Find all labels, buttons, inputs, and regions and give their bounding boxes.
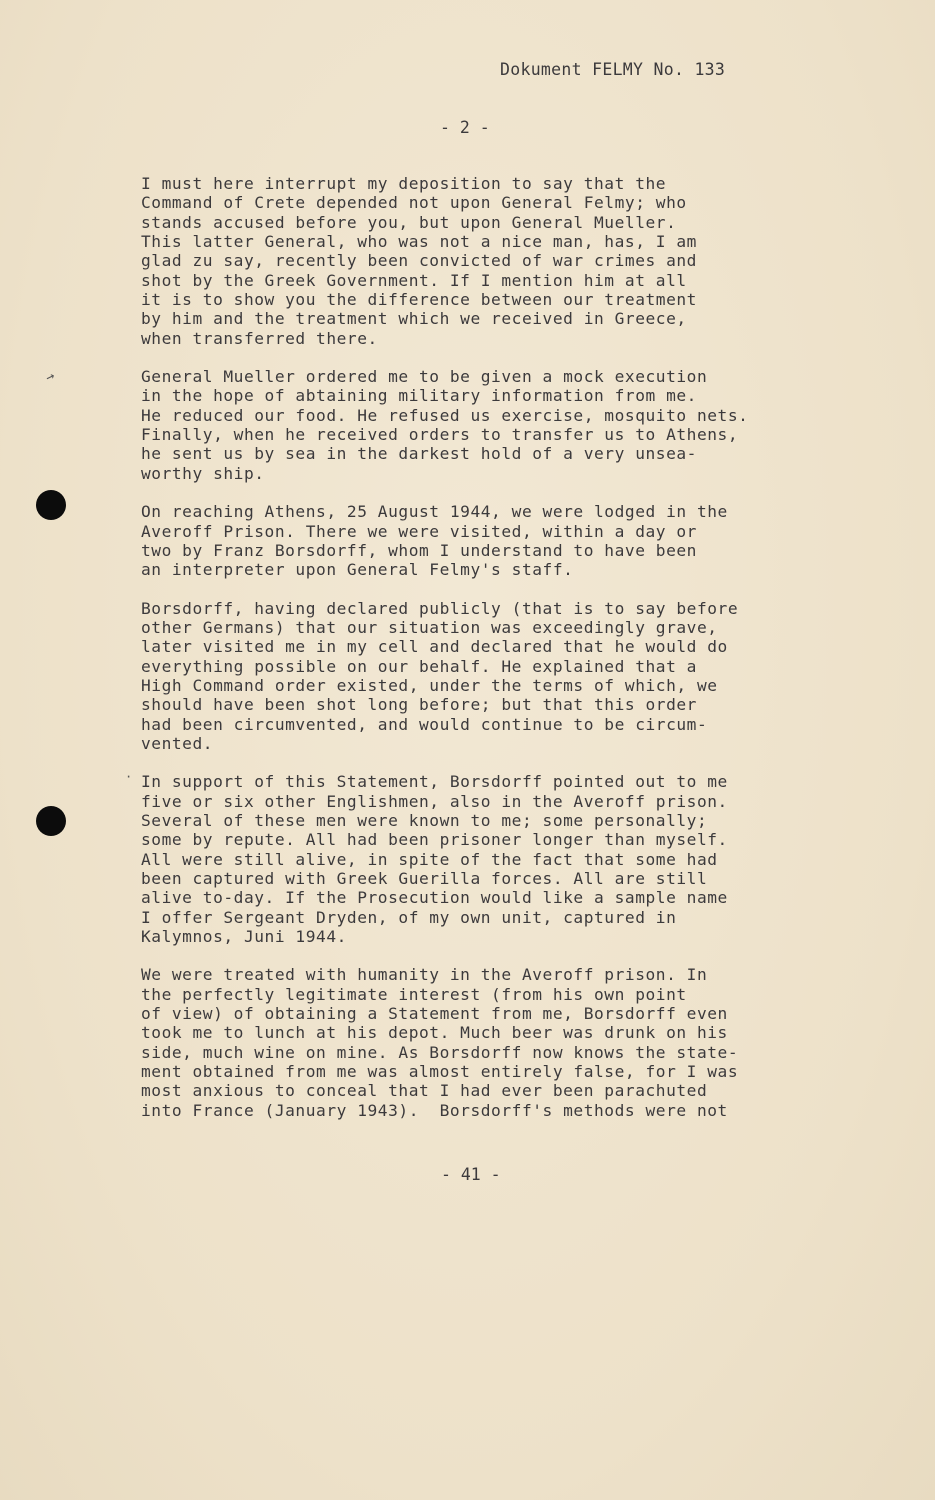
text-line: This latter General, who was not a nice man, has, I am: [141, 232, 697, 252]
punch-hole-top: [36, 490, 66, 520]
text-line: been captured with Greek Guerilla forces. All are still: [141, 869, 708, 888]
text-line: took me to lunch at his depot. Much beer was drunk on his: [141, 1023, 728, 1043]
page-number-top: - 2 -: [440, 118, 490, 137]
text-line: glad zu say, recently been convicted of war crimes and: [141, 251, 697, 271]
text-line: stands accused before you, but upon General Mueller.: [141, 212, 677, 232]
text-line: We were treated with humanity in the Averoff prison. In: [141, 965, 708, 985]
text-line: High Command order existed, under the terms of which, we: [141, 675, 718, 695]
margin-dot-mark: ·: [125, 770, 133, 784]
text-line: worthy ship.: [141, 463, 265, 483]
text-line: Kalymnos, Juni 1944.: [141, 927, 347, 947]
text-line: of view) of obtaining a Statement from me, Borsdorff even: [141, 1004, 728, 1024]
text-line: it is to show you the difference between our treatment: [141, 290, 697, 310]
text-line: I offer Sergeant Dryden, of my own unit, captured in: [141, 907, 677, 927]
text-line: vented.: [141, 733, 214, 753]
paragraph-5: [141, 772, 831, 946]
text-line: Command of Crete depended not upon General Felmy; who: [141, 193, 687, 213]
text-line: shot by the Greek Government. If I mention him at all: [141, 270, 687, 290]
text-line: some by repute. All had been prisoner longer than myself.: [141, 830, 728, 850]
text-line: Several of these men were known to me; some personally;: [141, 810, 708, 830]
text-line: an interpreter upon General Felmy's staff.: [141, 560, 574, 580]
text-line: side, much wine on mine. As Borsdorff now knows the state-: [141, 1042, 739, 1062]
text-line: by him and the treatment which we received in Greece,: [141, 309, 687, 329]
document-reference: Dokument FELMY No. 133: [500, 60, 726, 79]
text-line: General Mueller ordered me to be given a mock execution: [141, 367, 708, 387]
punch-hole-bottom: [36, 806, 66, 836]
paragraph-2: [141, 367, 831, 483]
text-line: He reduced our food. He refused us exercise, mosquito nets.: [141, 405, 749, 425]
text-line: ment obtained from me was almost entirely false, for I was: [141, 1062, 739, 1082]
margin-tick-mark: →: [43, 367, 58, 387]
deposition-body: [141, 174, 831, 1139]
text-line: Averoff Prison. There we were visited, within a day or: [141, 521, 697, 541]
text-line: he sent us by sea in the darkest hold of a very unsea-: [141, 444, 697, 464]
text-line: On reaching Athens, 25 August 1944, we were lodged in the: [141, 502, 728, 522]
text-line: other Germans) that our situation was exceedingly grave,: [141, 617, 718, 637]
text-line: the perfectly legitimate interest (from his own point: [141, 984, 687, 1004]
paragraph-1: [141, 174, 831, 348]
text-line: had been circumvented, and would continue to be circum-: [141, 714, 708, 734]
paragraph-3: [141, 502, 831, 579]
text-line: in the hope of abtaining military information from me.: [141, 386, 697, 406]
text-line: should have been shot long before; but that this order: [141, 695, 697, 715]
text-line: In support of this Statement, Borsdorff pointed out to me: [141, 772, 728, 792]
text-line: Finally, when he received orders to transfer us to Athens,: [141, 425, 739, 445]
text-line: I must here interrupt my deposition to say that the: [141, 174, 667, 193]
text-line: All were still alive, in spite of the fact that some had: [141, 849, 718, 869]
text-line: when transferred there.: [141, 328, 378, 348]
text-line: into France (January 1943). Borsdorff's methods were not: [141, 1100, 728, 1120]
text-line: Borsdorff, having declared publicly (that is to say before: [141, 598, 739, 618]
text-line: two by Franz Borsdorff, whom I understand to have been: [141, 540, 697, 560]
paragraph-4: [141, 599, 831, 754]
paragraph-6: [141, 965, 831, 1120]
text-line: everything possible on our behalf. He explained that a: [141, 656, 697, 676]
text-line: five or six other Englishmen, also in the Averoff prison.: [141, 791, 728, 811]
text-line: alive to-day. If the Prosecution would like a sample name: [141, 888, 728, 908]
text-line: later visited me in my cell and declared that he would do: [141, 637, 728, 657]
page-number-bottom: - 41 -: [441, 1165, 501, 1184]
text-line: most anxious to conceal that I had ever been parachuted: [141, 1081, 708, 1101]
